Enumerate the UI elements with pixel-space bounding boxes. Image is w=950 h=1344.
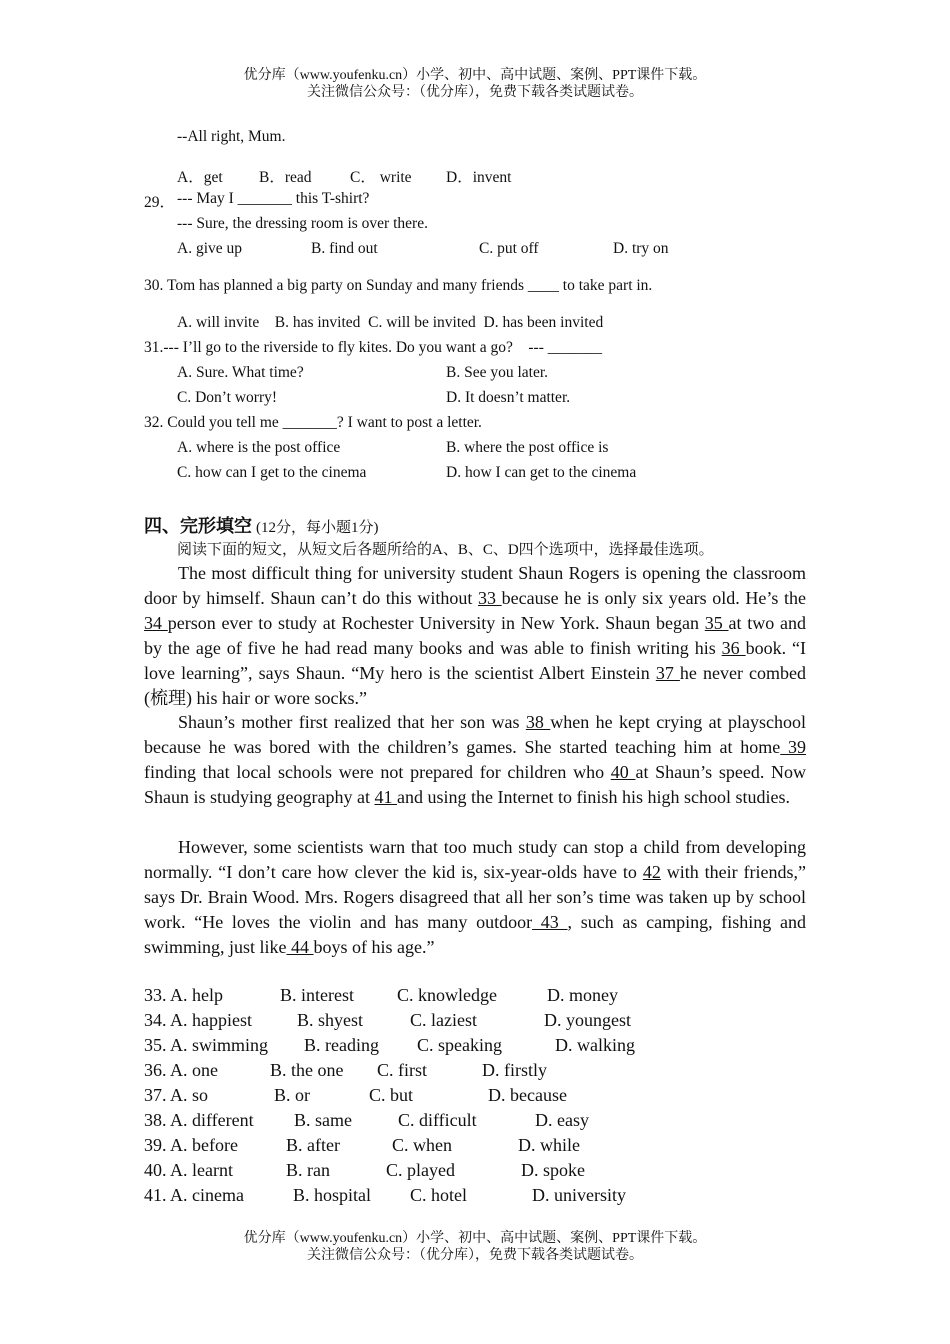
option-d: D. firstly <box>482 1060 547 1080</box>
q29-option-c: C. put off <box>479 240 539 257</box>
option-d: D. because <box>488 1085 567 1105</box>
q32-option-d: D. how I can get to the cinema <box>446 464 637 481</box>
q28-option-a: A．get <box>177 169 223 186</box>
footer-line-1: 优分库（www.youfenku.cn）小学、初中、高中试题、案例、PPT课件下载。 <box>243 1231 707 1246</box>
cloze-option-row: 38. A. different <box>144 1110 254 1130</box>
q30-options: A. will invite B. has invited C. will be invited D. has been invited <box>177 314 604 331</box>
cloze-option-row: 40. A. learnt <box>144 1160 233 1180</box>
passage-paragraph-1: The most difficult thing for university student Shaun Rogers is opening the classroom door by himself. Shaun can’t do this without 33 because he is only six years old. He’s the 34 person ever to study at Rochester University in New York. Shaun began 35 at two and by the age of five he had read many books and was able to finish writing his 36 book. “I love learning”, says Shaun. “My hero is the scientist Albert Einstein 37 he never combed (梳理) his hair or wore socks.” <box>144 563 807 708</box>
option-d: D. easy <box>535 1110 589 1130</box>
cloze-option-row: 35. A. swimming <box>144 1035 269 1055</box>
option-b: B. same <box>294 1110 352 1130</box>
option-d: D. youngest <box>544 1010 631 1030</box>
q29-option-b: B. find out <box>311 240 378 257</box>
passage-paragraph-3: However, some scientists warn that too much study can stop a child from developing normally. “I don’t care how clever the kid is, six-year-olds have to 42 with their friends,” says Dr. Brain Wood. Mrs. Rogers disagreed that all her son’s time was taken up by school work. “He loves the violin and has many outdoor 43 , such as camping, fishing and swimming, just like 44 boys of his age.” <box>144 837 806 957</box>
section-title: 四、完形填空 <box>144 516 252 537</box>
cloze-option-row: 36. A. one <box>144 1060 219 1080</box>
q30-question: 30. Tom has planned a big party on Sunday and many friends ____ to take part in. <box>144 277 653 294</box>
blank-35: 35 <box>704 612 729 633</box>
cloze-option-row: 39. A. before <box>144 1135 238 1155</box>
q31-option-d: D. It doesn’t matter. <box>446 389 571 406</box>
option-b: B. after <box>286 1135 340 1155</box>
section-instruction: 阅读下面的短文，从短文后各题所给的A、B、C、D四个选项中，选择最佳选项。 <box>177 542 714 558</box>
option-c: C. speaking <box>417 1035 502 1055</box>
option-b: B. hospital <box>293 1185 372 1205</box>
option-c: C. played <box>386 1160 455 1180</box>
option-b: B. reading <box>304 1035 379 1055</box>
q28-option-d: D．invent <box>446 169 512 186</box>
q31-question: 31.--- I’ll go to the riverside to fly kites. Do you want a go? --- _______ <box>144 339 603 356</box>
q29-option-d: D. try on <box>613 240 669 257</box>
blank-43: 43 <box>532 911 568 932</box>
q28-dialog-end: --All right, Mum. <box>177 128 286 145</box>
q31-option-c: C. Don’t worry! <box>177 389 278 406</box>
option-d: D. spoke <box>521 1160 585 1180</box>
blank-41: 41 <box>374 786 397 807</box>
blank-38: 38 <box>525 712 551 732</box>
option-c: C. knowledge <box>397 985 497 1005</box>
cloze-option-row: 37. A. so <box>144 1085 209 1105</box>
option-c: C. first <box>377 1060 428 1080</box>
option-c: C. when <box>392 1135 452 1155</box>
q31-option-b: B. See you later. <box>446 364 549 381</box>
page-header <box>0 67 950 101</box>
option-b: B. ran <box>286 1160 330 1180</box>
q29-number: 29． <box>144 194 176 211</box>
cloze-option-row: 33. A. help <box>144 985 224 1005</box>
blank-34: 34 <box>144 612 168 633</box>
option-c: C. but <box>369 1085 414 1105</box>
passage-paragraph-2: Shaun’s mother first realized that her son was 38 when he kept crying at playschool because he was bored with the children’s games. She started teaching him at home 39 finding that local schools were not prepared for children who 40 at Shaun’s speed. Now Shaun is studying geography at 41 and using the Internet to finish his high school studies. <box>144 712 807 807</box>
q29-option-a: A. give up <box>177 240 243 257</box>
option-d: D. money <box>547 985 618 1005</box>
option-d: D. walking <box>555 1035 635 1055</box>
cloze-option-row: 41. A. cinema <box>144 1185 244 1205</box>
q31-option-a: A. Sure. What time? <box>177 364 304 381</box>
q32-option-a: A. where is the post office <box>177 439 341 456</box>
q28-option-c: C． write <box>350 169 412 186</box>
option-c: C. laziest <box>410 1010 477 1030</box>
section-score: (12分，每小题1分) <box>256 520 379 536</box>
blank-40: 40 <box>610 761 636 782</box>
cloze-option-row: 34. A. happiest <box>144 1010 252 1030</box>
blank-42: 42 <box>642 861 661 882</box>
q32-option-c: C. how can I get to the cinema <box>177 464 367 481</box>
q28-option-b: B．read <box>259 169 312 186</box>
blank-36: 36 <box>721 637 746 658</box>
footer-line-2: 关注微信公众号：（优分库），免费下载各类试题试卷。 <box>307 1248 643 1263</box>
blank-33: 33 <box>478 587 502 608</box>
q29-line-1: --- May I _______ this T-shirt? <box>177 190 370 207</box>
option-c: C. hotel <box>410 1185 467 1205</box>
option-c: C. difficult <box>398 1110 477 1130</box>
q32-question: 32. Could you tell me _______? I want to post a letter. <box>144 414 482 431</box>
option-b: B. the one <box>270 1060 344 1080</box>
blank-44: 44 <box>286 936 314 957</box>
option-b: B. shyest <box>297 1010 364 1030</box>
section-heading <box>144 512 379 538</box>
header-line-1: 优分库（www.youfenku.cn）小学、初中、高中试题、案例、PPT课件下载。 <box>243 68 707 83</box>
page-footer <box>0 1230 950 1264</box>
option-d: D. while <box>518 1135 580 1155</box>
q32-option-b: B. where the post office is <box>446 439 609 456</box>
option-b: B. or <box>274 1085 310 1105</box>
option-b: B. interest <box>280 985 354 1005</box>
blank-39: 39 <box>780 736 806 757</box>
blank-37: 37 <box>655 662 680 683</box>
header-line-2: 关注微信公众号：（优分库），免费下载各类试题试卷。 <box>307 85 643 100</box>
q29-line-2: --- Sure, the dressing room is over there. <box>177 215 428 232</box>
option-d: D. university <box>532 1185 626 1205</box>
